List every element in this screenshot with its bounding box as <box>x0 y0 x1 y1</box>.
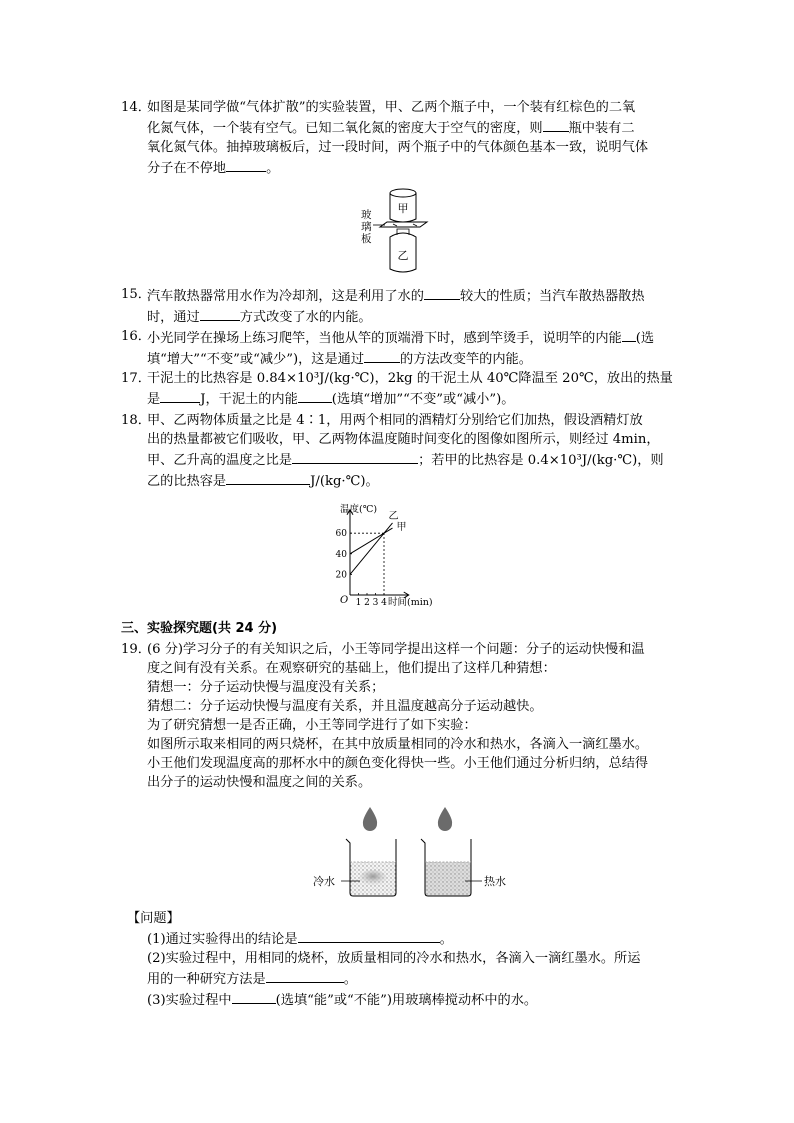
y-tick-label: 20 <box>335 570 347 581</box>
question-17 <box>121 369 681 409</box>
question-number: 19． <box>121 642 151 657</box>
guess-two: 猜想二：分子运动快慢与温度有关系，并且温度越高分子运动越快。 <box>147 699 543 714</box>
q19-paragraph: 小王他们发现温度高的那杯水中的颜色变化得快一些。小王他们通过分析归纳，总结得 <box>147 756 649 771</box>
q18-line-3: 甲、乙升高的温度之比是 ；若甲的比热容是 0.4×10³J/(kg·℃)，则 <box>147 449 681 470</box>
question-number: 18． <box>121 413 151 428</box>
series-label: 甲 <box>396 522 407 534</box>
question-15 <box>121 285 681 327</box>
upper-bottle-jia <box>390 189 416 222</box>
sub-question-1: (1)通过实验得出的结论是 。 <box>147 928 681 949</box>
answer-blank[interactable] <box>226 470 310 485</box>
y-axis-label: 温度(℃) <box>340 503 378 515</box>
answer-blank[interactable] <box>232 989 276 1004</box>
sub-question-3: (3)实验过程中 (选填“能”或“不能”)用玻璃棒搅动杯中的水。 <box>147 989 681 1010</box>
section-title: 三、实验探究题(共 24 分) <box>121 621 278 636</box>
hot-water-label: 热水 <box>484 875 506 888</box>
q15-line-2: 时，通过 方式改变了水的内能。 <box>147 306 681 327</box>
answer-blank[interactable] <box>200 306 240 321</box>
q19-questions <box>121 909 681 1010</box>
hot-water-beaker <box>421 839 471 896</box>
sub-question-2: (2)实验过程中，用相同的烧杯，放质量相同的冷水和热水，各滴入一滴红墨水。所运 <box>147 951 641 966</box>
answer-blank[interactable] <box>226 157 266 172</box>
x-tick-label: 2 <box>364 598 370 608</box>
ink-drop-right <box>438 807 452 831</box>
bottle-label-jia: 甲 <box>397 202 409 215</box>
chart-guides <box>350 533 384 595</box>
y-tick-label: 40 <box>335 549 347 560</box>
answer-blank[interactable] <box>424 285 460 300</box>
x-tick-label: 4 <box>381 598 387 608</box>
chart-series <box>350 523 393 575</box>
q18-line-4: 乙的比热容是 J/(kg·℃)。 <box>147 470 681 491</box>
cold-water-beaker <box>346 839 396 896</box>
answer-blank[interactable] <box>298 388 332 403</box>
x-tick-label: 1 <box>355 598 362 608</box>
q18-line-2: 出的热量都被它们吸收，甲、乙两物体温度随时间变化的图像如图所示，则经过 4min， <box>147 432 660 447</box>
question-number: 15． <box>121 287 151 302</box>
answer-blank[interactable] <box>160 388 200 403</box>
q19-paragraph: 出分子的运动快慢和温度之间的关系。 <box>147 775 372 790</box>
gas-diffusion-figure <box>355 185 455 277</box>
question-number: 14． <box>121 100 151 115</box>
question-14 <box>121 98 681 178</box>
temperature-time-chart <box>330 495 470 610</box>
q19-paragraph: 如图所示取来相同的两只烧杯，在其中放质量相同的冷水和热水，各滴入一滴红墨水。 <box>147 737 649 752</box>
glass-label: 玻 <box>361 209 372 221</box>
bottle-label-yi: 乙 <box>397 249 409 262</box>
answer-blank[interactable] <box>364 348 400 363</box>
q14-line-4: 分子在不停地 。 <box>147 157 681 178</box>
question-18 <box>121 411 681 491</box>
answer-blank[interactable] <box>266 968 344 983</box>
question-number: 16． <box>121 329 151 344</box>
q17-line-1: 干泥土的比热容是 0.84×10³J/(kg·℃)，2kg 的干泥土从 40℃降温至 20℃，放出的热量 <box>147 371 673 386</box>
beakers-figure <box>310 805 520 905</box>
y-tick-label: 60 <box>335 529 347 540</box>
answer-blank[interactable] <box>292 449 418 464</box>
q14-line-1: 如图是某同学做“气体扩散”的实验装置，甲、乙两个瓶子中，一个装有红棕色的二氧 <box>147 100 636 115</box>
q19-paragraph: 为了研究猜想一是否正确，小王等同学进行了如下实验： <box>147 718 477 733</box>
glass-label: 板 <box>361 233 372 245</box>
x-axis-label: 时间(min) <box>388 597 433 608</box>
guess-one: 猜想一：分子运动快慢与温度没有关系； <box>147 680 385 695</box>
q16-line-2: 填“增大”“不变”或“减少”)，这是通过 的方法改变竿的内能。 <box>147 348 681 369</box>
question-16 <box>121 327 681 369</box>
q15-line-1: 汽车散热器常用水作为冷却剂，这是利用了水的 较大的性质；当汽车散热器散热 <box>147 285 681 306</box>
series-line <box>350 528 393 554</box>
question-number: 17． <box>121 371 151 386</box>
series-line <box>350 523 393 575</box>
questions-heading: 【问题】 <box>127 911 180 926</box>
series-label: 乙 <box>388 510 399 522</box>
cold-water-label: 冷水 <box>313 875 335 888</box>
answer-blank[interactable] <box>622 327 636 342</box>
answer-blank[interactable] <box>298 928 440 943</box>
q19-paragraph: 度之间有没有关系。在观察研究的基础上，他们提出了这样几种猜想： <box>147 661 556 676</box>
question-19 <box>121 640 681 792</box>
x-tick-label: 3 <box>372 598 379 608</box>
q17-line-2: 是 J，干泥土的内能 (选填“增加”“不变”或“减小”)。 <box>147 388 681 409</box>
glass-plate <box>380 222 427 227</box>
q18-line-1: 甲、乙两物体质量之比是 4∶1，用两个相同的酒精灯分别给它们加热，假设酒精灯放 <box>147 413 643 428</box>
sub-question-2-cont: 用的一种研究方法是 。 <box>147 968 681 989</box>
q14-line-2: 化氮气体，一个装有空气。已知二氧化氮的密度大于空气的密度，则 瓶中装有二 <box>147 117 681 138</box>
q14-line-3: 氧化氮气体。抽掉玻璃板后，过一段时间，两个瓶子中的气体颜色基本一致，说明气体 <box>147 140 649 155</box>
q16-line-1: 小光同学在操场上练习爬竿，当他从竿的顶端滑下时，感到竿烫手，说明竿的内能 (选 <box>147 327 681 348</box>
answer-blank[interactable] <box>543 117 569 132</box>
ink-drop-left <box>363 807 377 831</box>
origin-label: O <box>340 595 349 606</box>
q19-paragraph: (6 分)学习分子的有关知识之后，小王等同学提出这样一个问题：分子的运动快慢和温 <box>147 642 645 657</box>
lower-bottle-yi <box>390 229 416 272</box>
glass-label: 璃 <box>361 221 372 233</box>
